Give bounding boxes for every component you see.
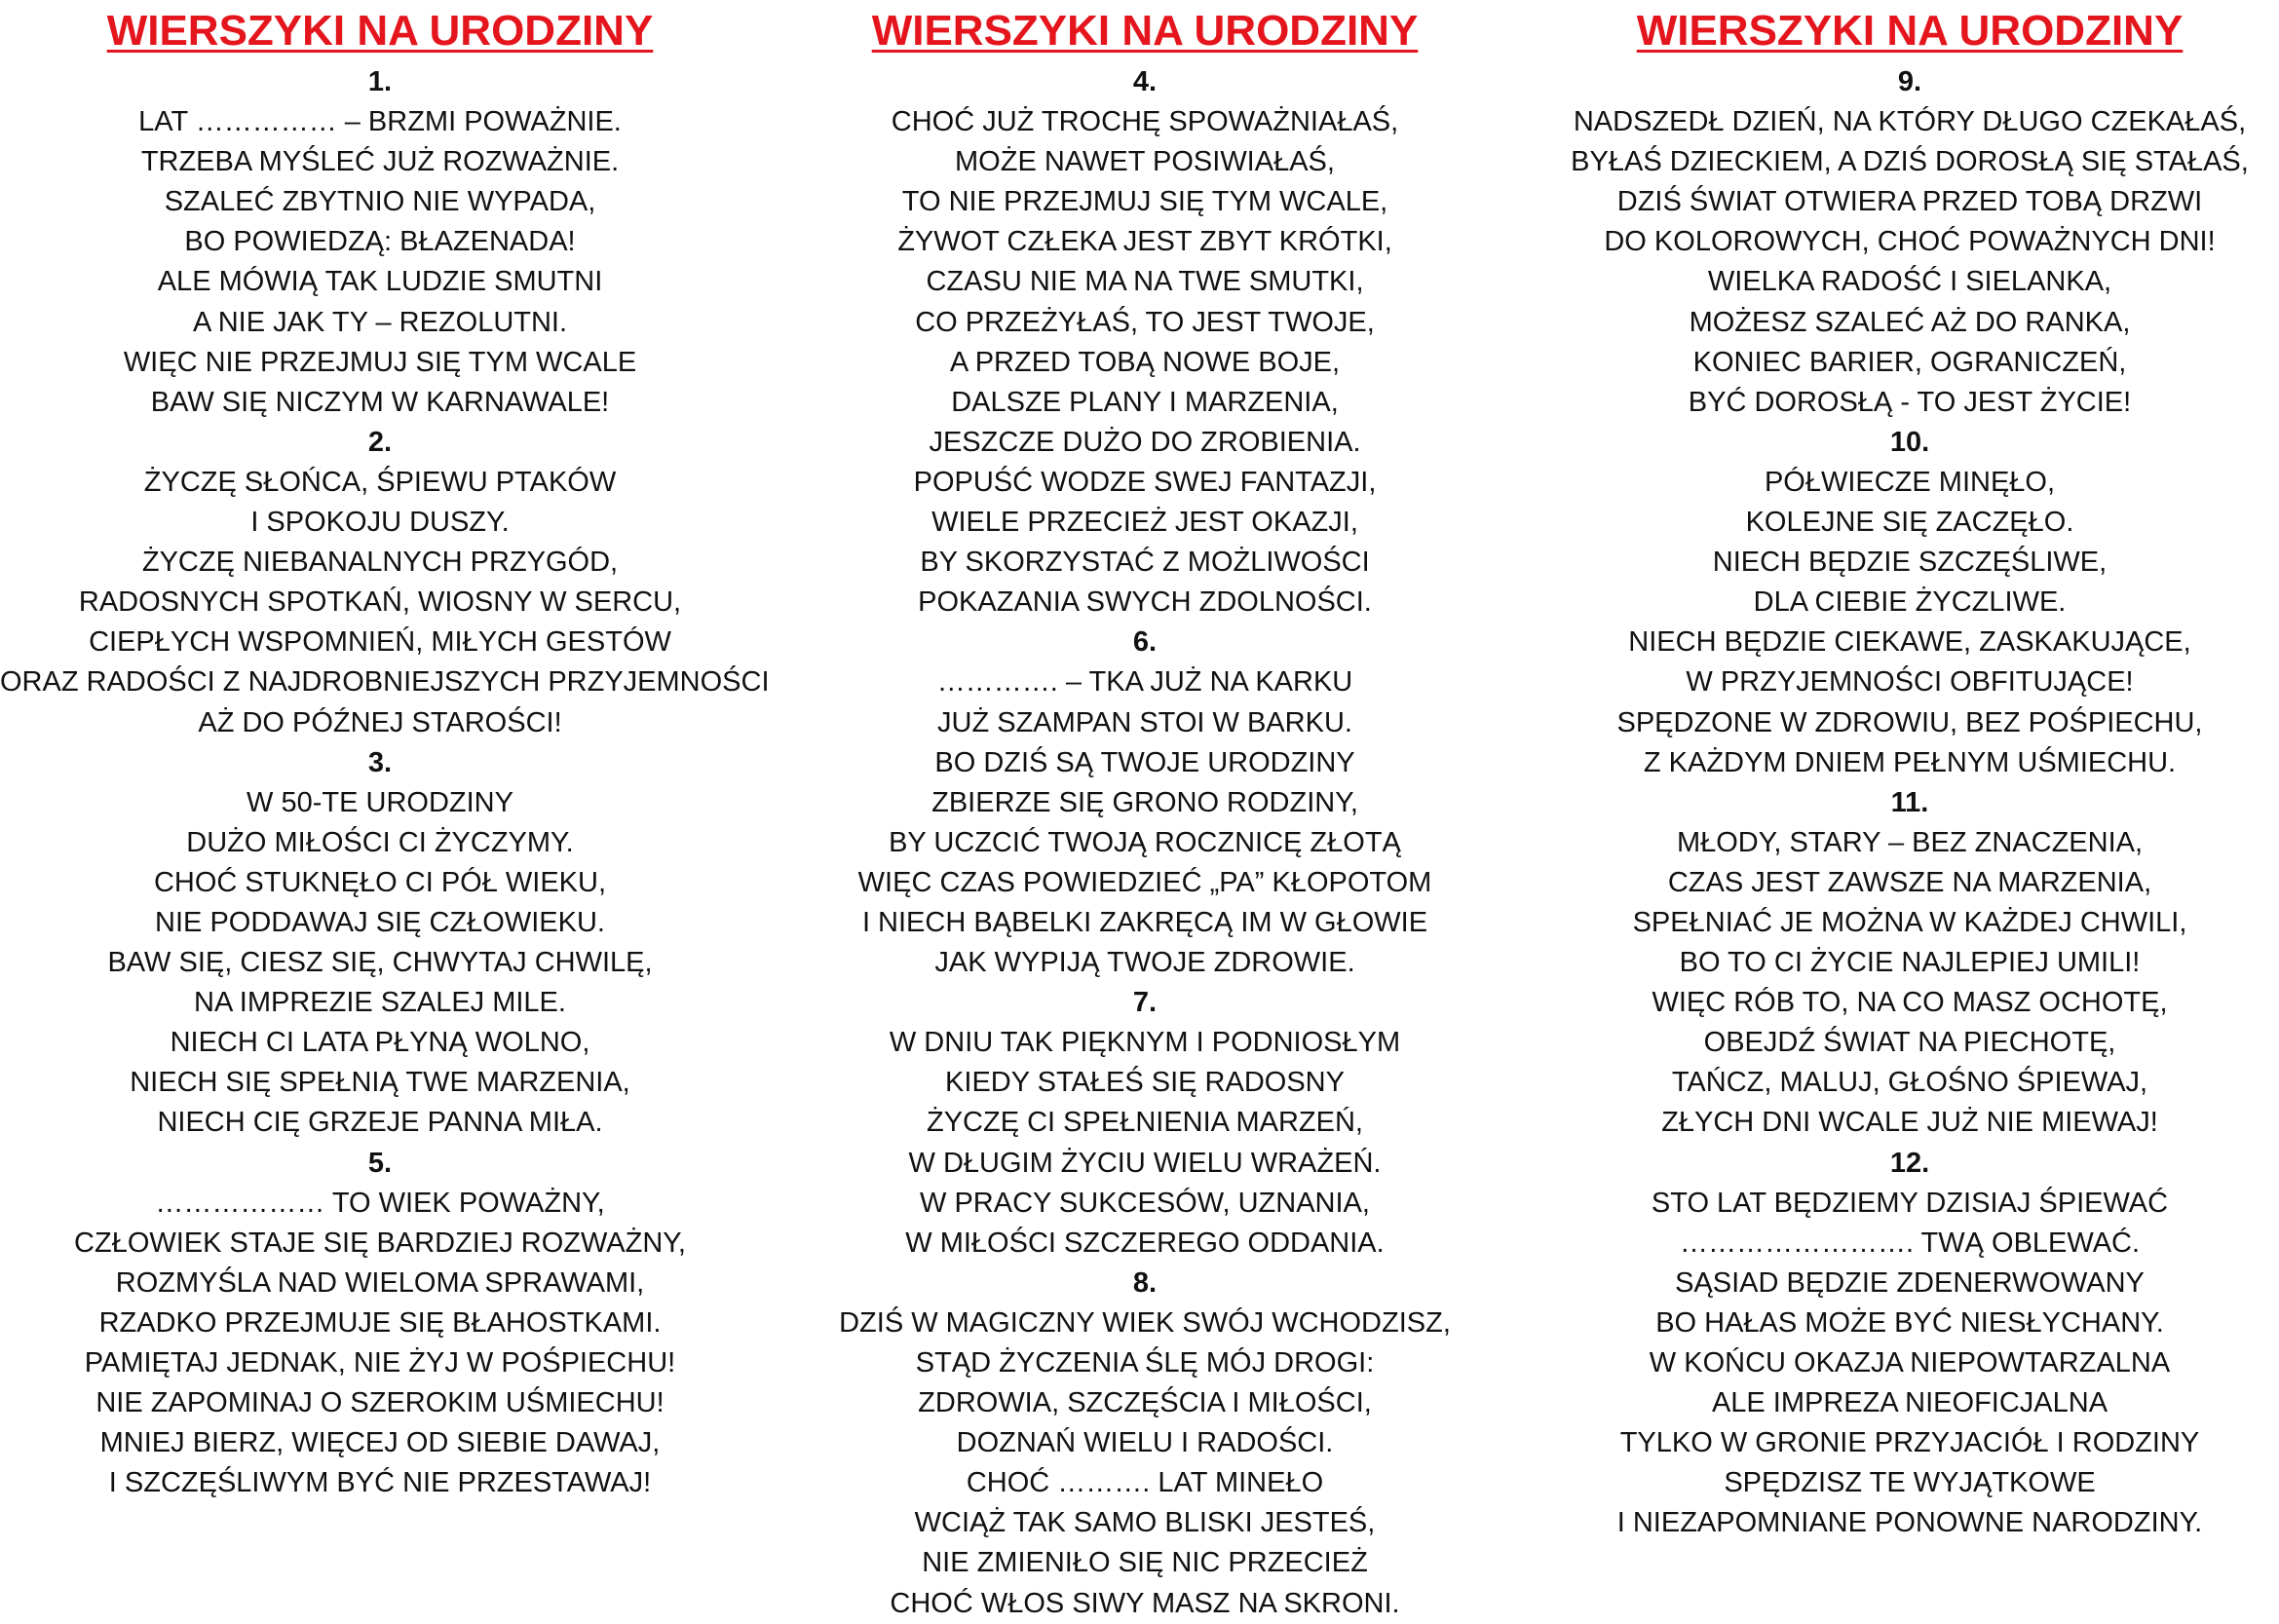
poem-line: WIELE PRZECIEŻ JEST OKAZJI, xyxy=(931,507,1358,539)
poem-line: NADSZEDŁ DZIEŃ, NA KTÓRY DŁUGO CZEKAŁAŚ, xyxy=(1573,106,2247,138)
poem-line: ŻYCZĘ CI SPEŁNIENIA MARZEŃ, xyxy=(927,1107,1363,1139)
poem-line: W KOŃCU OKAZJA NIEPOWTARZALNA xyxy=(1649,1347,2171,1379)
poem-line: DOZNAŃ WIELU I RADOŚCI. xyxy=(956,1427,1334,1459)
poem-block xyxy=(765,62,1525,623)
poem-number: 10. xyxy=(1889,426,1930,458)
poem-line: KONIEC BARIER, OGRANICZEŃ, xyxy=(1692,346,2127,378)
poem-line: SĄSIAD BĘDZIE ZDENERWOWANY xyxy=(1675,1266,2145,1299)
poem-block xyxy=(0,1144,760,1504)
poem-block xyxy=(0,743,760,1144)
poem-block xyxy=(1530,1144,2279,1544)
poem-line: CZAS JEST ZAWSZE NA MARZENIA, xyxy=(1667,866,2152,898)
poem-line: NIECH CI LATA PŁYNĄ WOLNO, xyxy=(170,1027,590,1059)
poem-line: STĄD ŻYCZENIA ŚLĘ MÓJ DROGI: xyxy=(915,1347,1375,1379)
poem-line: W DNIU TAK PIĘKNYM I PODNIOSŁYM xyxy=(889,1027,1401,1059)
poem-block xyxy=(1530,62,2279,423)
poem-line: WIĘC NIE PRZEJMUJ SIĘ TYM WCALE xyxy=(123,346,637,378)
poem-line: BY UCZCIĆ TWOJĄ ROCZNICĘ ZŁOTĄ xyxy=(889,826,1401,858)
poem-line: NIECH CIĘ GRZEJE PANNA MIŁA. xyxy=(157,1107,603,1139)
poem-line: I NIECH BĄBELKI ZAKRĘCĄ IM W GŁOWIE xyxy=(861,906,1428,938)
poem-number: 2. xyxy=(367,426,393,458)
poem-line: JUŻ SZAMPAN STOI W BARKU. xyxy=(937,706,1352,738)
poem-line: PAMIĘTAJ JEDNAK, NIE ŻYJ W POŚPIECHU! xyxy=(84,1347,676,1379)
poem-block xyxy=(1530,423,2279,783)
poem-line: I SZCZĘŚLIWYM BYĆ NIE PRZESTAWAJ! xyxy=(108,1467,652,1499)
poem-line: SPĘDZONE W ZDROWIU, BEZ POŚPIECHU, xyxy=(1616,706,2203,738)
poem-list xyxy=(1530,62,2279,1543)
poem-number: 4. xyxy=(1132,66,1158,97)
poem-line: BYŁAŚ DZIECKIEM, A DZIŚ DOROSŁĄ SIĘ STAŁAŚ, xyxy=(1571,146,2249,178)
poem-line: ŻYWOT CZŁEKA JEST ZBYT KRÓTKI, xyxy=(897,226,1392,258)
poem-line: BAW SIĘ, CIESZ SIĘ, CHWYTAJ CHWILĘ, xyxy=(107,947,653,979)
poem-block xyxy=(765,1264,1525,1624)
poem-line: BAW SIĘ NICZYM W KARNAWALE! xyxy=(150,386,610,418)
poem-line: MNIEJ BIERZ, WIĘCEJ OD SIEBIE DAWAJ, xyxy=(99,1427,661,1459)
poem-line: KIEDY STAŁEŚ SIĘ RADOSNY xyxy=(945,1067,1345,1099)
poem-line: BO DZIŚ SĄ TWOJE URODZINY xyxy=(934,746,1355,778)
poem-line: PÓŁWIECZE MINĘŁO, xyxy=(1764,466,2056,498)
poem-line: ALE MÓWIĄ TAK LUDZIE SMUTNI xyxy=(157,266,603,298)
poem-line: W 50-TE URODZINY xyxy=(247,786,513,818)
column-title: WIERSZYKI NA URODZINY xyxy=(871,7,1419,55)
poem-line: NIECH SIĘ SPEŁNIĄ TWE MARZENIA, xyxy=(130,1067,630,1099)
poem-number: 7. xyxy=(1132,987,1158,1019)
poem-line: SZALEĆ ZBYTNIO NIE WYPADA, xyxy=(164,186,596,218)
poem-line: ZŁYCH DNI WCALE JUŻ NIE MIEWAJ! xyxy=(1661,1107,2158,1139)
poem-line: DZIŚ W MAGICZNY WIEK SWÓJ WCHODZISZ, xyxy=(839,1306,1451,1339)
poem-line: DO KOLOROWYCH, CHOĆ POWAŻNYCH DNI! xyxy=(1604,226,2216,258)
poem-line: WCIĄŻ TAK SAMO BLISKI JESTEŚ, xyxy=(914,1507,1376,1539)
poem-block xyxy=(0,423,770,743)
poem-line: MOŻE NAWET POSIWIAŁAŚ, xyxy=(955,146,1335,178)
poem-list xyxy=(0,62,770,1503)
poem-line: …………. – TKA JUŻ NA KARKU xyxy=(936,666,1353,699)
poem-block xyxy=(0,62,760,423)
poem-line: BO TO CI ŻYCIE NAJLEPIEJ UMILI! xyxy=(1679,947,2141,979)
poem-number: 3. xyxy=(367,746,393,778)
poem-line: ……………………. TWĄ OBLEWAĆ. xyxy=(1679,1227,2141,1259)
poem-line: CZASU NIE MA NA TWE SMUTKI, xyxy=(926,266,1364,298)
poem-line: WIELKA RADOŚĆ I SIELANKA, xyxy=(1707,266,2112,298)
poem-line: SPĘDZISZ TE WYJĄTKOWE xyxy=(1724,1467,2096,1499)
poem-line: OBEJDŹ ŚWIAT NA PIECHOTĘ, xyxy=(1703,1027,2116,1059)
poem-line: TAŃCZ, MALUJ, GŁOŚNO ŚPIEWAJ, xyxy=(1671,1067,2148,1099)
poem-line: POKAZANIA SWYCH ZDOLNOŚCI. xyxy=(918,586,1372,619)
poem-line: MOŻESZ SZALEĆ AŻ DO RANKA, xyxy=(1689,306,2131,338)
poem-line: DUŻO MIŁOŚCI CI ŻYCZYMY. xyxy=(186,826,574,858)
poem-line: W DŁUGIM ŻYCIU WIELU WRAŻEŃ. xyxy=(908,1147,1382,1179)
poem-block xyxy=(765,623,1525,983)
poem-line: TO NIE PRZEJMUJ SIĘ TYM WCALE, xyxy=(901,186,1388,218)
poem-number: 12. xyxy=(1889,1147,1930,1179)
poem-line: POPUŚĆ WODZE SWEJ FANTAZJI, xyxy=(913,466,1377,498)
poem-line: ALE IMPREZA NIEOFICJALNA xyxy=(1711,1387,2108,1419)
poem-line: CHOĆ WŁOS SIWY MASZ NA SKRONI. xyxy=(890,1587,1400,1619)
poem-line: NIECH BĘDZIE SZCZĘŚLIWE, xyxy=(1712,547,2108,579)
poem-line: CZŁOWIEK STAJE SIĘ BARDZIEJ ROZWAŻNY, xyxy=(74,1227,686,1259)
poem-line: NIE PODDAWAJ SIĘ CZŁOWIEKU. xyxy=(155,906,605,938)
poem-line: BYĆ DOROSŁĄ - TO JEST ŻYCIE! xyxy=(1688,386,2132,418)
poem-line: ROZMYŚLA NAD WIELOMA SPRAWAMI, xyxy=(115,1266,645,1299)
poem-line: CHOĆ STUKNĘŁO CI PÓŁ WIEKU, xyxy=(153,866,607,898)
poem-line: DZIŚ ŚWIAT OTWIERA PRZED TOBĄ DRZWI xyxy=(1616,186,2203,218)
poem-line: BO HAŁAS MOŻE BYĆ NIESŁYCHANY. xyxy=(1655,1306,2164,1339)
poem-line: I SPOKOJU DUSZY. xyxy=(250,507,510,539)
poem-line: AŻ DO PÓŹNEJ STAROŚCI! xyxy=(198,706,562,738)
poem-line: DLA CIEBIE ŻYCZLIWE. xyxy=(1753,586,2067,619)
poem-line: MŁODY, STARY – BEZ ZNACZENIA, xyxy=(1676,826,2144,858)
column-title: WIERSZYKI NA URODZINY xyxy=(106,7,654,55)
poem-column-1 xyxy=(0,0,770,1503)
poem-line: JAK WYPIJĄ TWOJE ZDROWIE. xyxy=(934,947,1355,979)
poem-line: I NIEZAPOMNIANE PONOWNE NARODZINY. xyxy=(1616,1507,2203,1539)
poem-line: ŻYCZĘ SŁOŃCA, ŚPIEWU PTAKÓW xyxy=(143,466,617,498)
poem-line: RZADKO PRZEJMUJE SIĘ BŁAHOSTKAMI. xyxy=(98,1306,662,1339)
poem-line: WIĘC RÓB TO, NA CO MASZ OCHOTĘ, xyxy=(1652,987,2168,1019)
column-title: WIERSZYKI NA URODZINY xyxy=(1636,7,2184,55)
poem-line: STO LAT BĘDZIEMY DZISIAJ ŚPIEWAĆ xyxy=(1651,1187,2169,1219)
poem-line: CIEPŁYCH WSPOMNIEŃ, MIŁYCH GESTÓW xyxy=(89,626,671,659)
poem-number: 11. xyxy=(1890,786,1929,818)
poem-line: W PRZYJEMNOŚCI OBFITUJĄCE! xyxy=(1686,666,2134,699)
poem-list xyxy=(765,62,1525,1624)
poem-number: 1. xyxy=(367,66,393,97)
poem-line: A NIE JAK TY – REZOLUTNI. xyxy=(192,306,568,338)
poem-line: TYLKO W GRONIE PRZYJACIÓŁ I RODZINY xyxy=(1619,1427,2200,1459)
poem-block xyxy=(1530,783,2279,1144)
poem-line: NA IMPREZIE SZALEJ MILE. xyxy=(194,987,566,1019)
poem-line: NIE ZMIENIŁO SIĘ NIC PRZECIEŻ xyxy=(922,1547,1368,1579)
poem-line: Z KAŻDYM DNIEM PEŁNYM UŚMIECHU. xyxy=(1643,746,2177,778)
poem-line: NIECH BĘDZIE CIEKAWE, ZASKAKUJĄCE, xyxy=(1628,626,2191,659)
poem-line: TRZEBA MYŚLEĆ JUŻ ROZWAŻNIE. xyxy=(140,146,620,178)
poem-line: SPEŁNIAĆ JE MOŻNA W KAŻDEJ CHWILI, xyxy=(1632,906,2187,938)
poem-line: LAT …………… – BRZMI POWAŻNIE. xyxy=(138,106,622,138)
poem-line: ORAZ RADOŚCI Z NAJDROBNIEJSZYCH PRZYJEMNOŚCI xyxy=(0,666,770,699)
poem-number: 5. xyxy=(367,1147,393,1179)
poem-line: CO PRZEŻYŁAŚ, TO JEST TWOJE, xyxy=(915,306,1375,338)
poem-line: ŻYCZĘ NIEBANALNYCH PRZYGÓD, xyxy=(141,547,619,579)
poem-line: W PRACY SUKCESÓW, UZNANIA, xyxy=(920,1187,1370,1219)
poem-line: ……………… TO WIEK POWAŻNY, xyxy=(155,1187,605,1219)
poem-line: A PRZED TOBĄ NOWE BOJE, xyxy=(949,346,1341,378)
poem-line: KOLEJNE SIĘ ZACZĘŁO. xyxy=(1745,507,2074,539)
poem-line: W MIŁOŚCI SZCZEREGO ODDANIA. xyxy=(905,1227,1385,1259)
poem-line: CHOĆ JUŻ TROCHĘ SPOWAŻNIAŁAŚ, xyxy=(891,106,1399,138)
poem-line: NIE ZAPOMINAJ O SZEROKIM UŚMIECHU! xyxy=(95,1387,665,1419)
poem-line: DALSZE PLANY I MARZENIA, xyxy=(951,386,1339,418)
poem-line: JESZCZE DUŻO DO ZROBIENIA. xyxy=(929,426,1361,458)
poem-column-3 xyxy=(1530,0,2279,1543)
poem-line: BY SKORZYSTAĆ Z MOŻLIWOŚCI xyxy=(920,547,1370,579)
poem-line: RADOSNYCH SPOTKAŃ, WIOSNY W SERCU, xyxy=(78,586,682,619)
poem-block xyxy=(765,983,1525,1264)
poem-number: 8. xyxy=(1132,1266,1158,1299)
poem-line: CHOĆ ………. LAT MINEŁO xyxy=(966,1467,1324,1499)
poem-number: 9. xyxy=(1897,66,1922,97)
poem-line: WIĘC CZAS POWIEDZIEĆ „PA” KŁOPOTOM xyxy=(857,866,1432,898)
poem-line: BO POWIEDZĄ: BŁAZENADA! xyxy=(184,226,576,258)
poem-column-2 xyxy=(765,0,1525,1624)
poem-number: 6. xyxy=(1132,626,1158,659)
poem-line: ZDROWIA, SZCZĘŚCIA I MIŁOŚCI, xyxy=(918,1387,1372,1419)
poem-line: ZBIERZE SIĘ GRONO RODZINY, xyxy=(931,786,1358,818)
